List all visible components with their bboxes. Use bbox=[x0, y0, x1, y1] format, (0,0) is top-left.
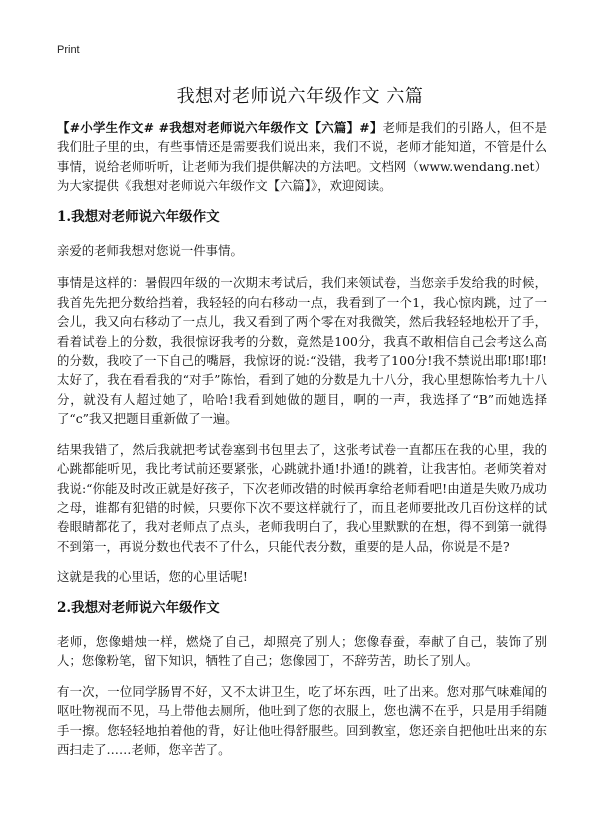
intro-text: 老师是我们的引路人，但不是我们肚子里的虫，有些事情还是需要我们说出来，我们不说，老师才能知道，不管是什么事情，说给老师听听，让老师为我们提供解决的方法吧。文档网（www.wendang.net）为大家提供《我想对老师说六年级作文【六篇】》，欢迎阅读。 bbox=[57, 120, 547, 194]
section-1-paragraph: 这就是我的心里话，您的心里话呢! bbox=[57, 569, 248, 585]
section-1-paragraph: 事情是这样的：暑假四年级的一次期末考试后，我们来领试卷，当您亲手发给我的时候，我首先先把分数给挡着，我轻轻的向右移动一点，我看到了一个1，我心惊肉跳，过了一会儿，我又向右移动了一点儿，我又看到了两个零在对我微笑，然后我轻轻地松开了手，看着试卷上的分数，我很惊讶我考的分数，竟然是100分，我真不敢相信自己会考这么高的分数，我咬了一下自己的嘴唇，我惊讶的说:“没错，我考了100分!我不禁说出耶!耶!耶!太好了，我在看看我的“对手”陈怡，看到了她的分数是九十八分，我心里想陈怡考九十八分，就没有人超过她了，哈哈!我看到她做的题目，啊的一声，我选择了“B”而她选择了“c”我又把题目重新做了一遍。 bbox=[57, 275, 547, 427]
section-1-paragraph: 结果我错了，然后我就把考试卷塞到书包里去了，这张考试卷一直都压在我的心里，我的心跳都能听见，我比考试前还要紧张，心跳就扑通!扑通!的跳着，让我害怕。老师笑着对我说:“你能及时改正就是好孩子，下次老师改错的时候再拿给老师看吧!由道是失败乃成功之母，谁都有犯错的时候，只要你下次不要这样就行了，而且老师要批改几百份这样的试卷眼睛都花了，我对老师点了点头，老师我明白了，我心里默默的在想，得不到第一就得不到第一，再说分数也代表不了什么，只能代表分数，重要的是人品，你说是不是? bbox=[57, 441, 547, 554]
section-2-paragraph: 老师，您像蜡烛一样，燃烧了自己，却照亮了别人；您像春蚕，奉献了自己，装饰了别人；您像粉笔，留下知识，牺牲了自己；您像园丁，不辞劳苦，助长了别人。 bbox=[57, 633, 547, 669]
section-heading-1: 1.我想对老师说六年级作文 bbox=[57, 208, 220, 225]
section-1-paragraph: 亲爱的老师我想对您说一件事情。 bbox=[57, 243, 243, 259]
page-title: 我想对老师说六年级作文 六篇 bbox=[176, 86, 424, 107]
section-heading-2: 2.我想对老师说六年级作文 bbox=[57, 599, 220, 616]
section-2-paragraph: 有一次，一位同学肠胃不好，又不太讲卫生，吃了坏东西，吐了出来。您对那气味难闻的呕吐物视而不见，马上带他去厕所，他吐到了您的衣服上，您也满不在乎，只是用手绢随手一擦。您轻轻地拍着他的背，好让他吐得舒服些。回到教室，您还亲自把他吐出来的东西扫走了……老师，您辛苦了。 bbox=[57, 683, 547, 757]
intro-tags: 【#小学生作文# #我想对老师说六年级作文【六篇】#】 bbox=[57, 120, 383, 135]
print-label: Print bbox=[57, 44, 80, 56]
intro-paragraph bbox=[57, 118, 547, 196]
document-body bbox=[57, 118, 547, 770]
